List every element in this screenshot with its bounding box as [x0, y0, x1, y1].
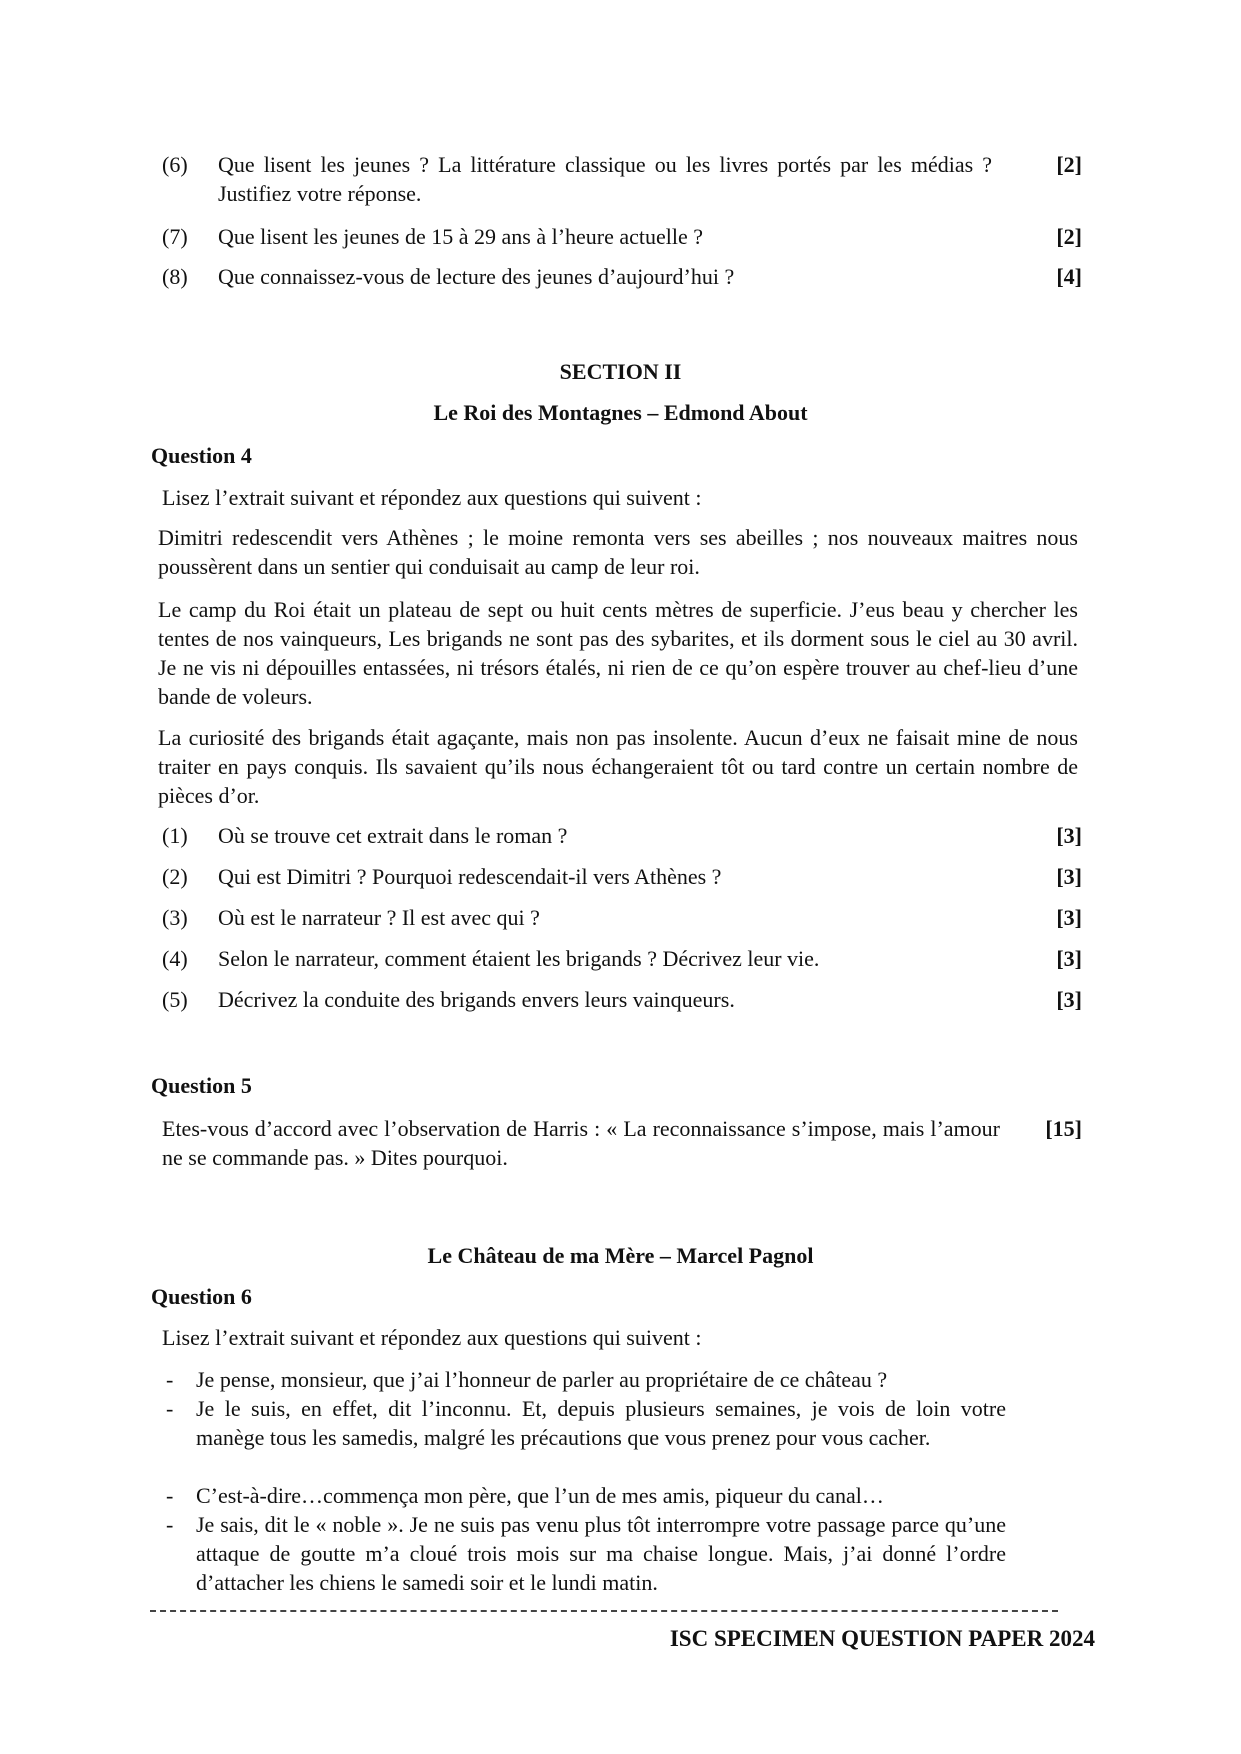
question-text: Décrivez la conduite des brigands envers leurs vainqueurs.: [218, 987, 735, 1012]
footer-divider: [150, 1610, 1058, 1612]
dialogue-dash: -: [166, 1512, 174, 1537]
question-heading: Question 6: [151, 1284, 252, 1309]
extract-paragraph: Le camp du Roi était un plateau de sept ou huit cents mètres de superficie. J’eus beau y chercher les tentes de nos vainqueurs, Les brigands ne sont pas des sybarites, et ils dorment sous le ciel au 30 avril. Je ne vis ni dépouilles entassées, ni trésors étalés, ni rien de ce qu’on espère trouver au chef-lieu d’une bande de voleurs.: [158, 597, 1078, 709]
dialogue-dash: -: [166, 1367, 174, 1392]
book-title: Le Château de ma Mère – Marcel Pagnol: [427, 1243, 814, 1268]
question-number: (3): [162, 905, 188, 930]
question-marks: [2]: [1056, 152, 1082, 177]
question-marks: [3]: [1056, 987, 1082, 1012]
question-text: Que lisent les jeunes de 15 à 29 ans à l’heure actuelle ?: [218, 224, 704, 249]
book-title: Le Roi des Montagnes – Edmond About: [433, 400, 808, 425]
question-text: Etes-vous d’accord avec l’observation de Harris : « La reconnaissance s’impose, mais l’amour ne se commande pas. » Dites pourquoi.: [162, 1116, 1000, 1170]
question-marks: [3]: [1056, 905, 1082, 930]
question-marks: [4]: [1056, 264, 1082, 289]
question-number: (8): [162, 264, 188, 289]
question-marks: [3]: [1056, 864, 1082, 889]
dialogue-text: Je le suis, en effet, dit l’inconnu. Et, depuis plusieurs semaines, je vois de loin votre manège tous les samedis, malgré les précautions que vous prenez pour vous cacher.: [196, 1396, 1006, 1450]
extract-paragraph: La curiosité des brigands était agaçante, mais non pas insolente. Aucun d’eux ne faisait mine de nous traiter en pays conquis. Ils savaient qu’ils nous échangeraient tôt ou tard contre un certain nombre de pièces d’or.: [158, 725, 1078, 808]
dialogue-dash: -: [166, 1483, 174, 1508]
dialogue-text: Je sais, dit le « noble ». Je ne suis pas venu plus tôt interrompre votre passage parce qu’une attaque de goutte m’a cloué trois mois sur ma chaise longue. Mais, j’ai donné l’ordre d’attacher les chiens le samedi soir et le lundi matin.: [196, 1512, 1006, 1595]
instruction: Lisez l’extrait suivant et répondez aux questions qui suivent :: [162, 485, 702, 510]
question-marks: [3]: [1056, 823, 1082, 848]
question-item: [162, 150, 1082, 208]
question-text: Où se trouve cet extrait dans le roman ?: [218, 823, 568, 848]
dialogue-dash: -: [166, 1396, 174, 1421]
dialogue-text: C’est-à-dire…commença mon père, que l’un de mes amis, piqueur du canal…: [196, 1483, 884, 1508]
question-marks: [2]: [1056, 224, 1082, 249]
question-heading: Question 5: [151, 1073, 252, 1098]
instruction: Lisez l’extrait suivant et répondez aux questions qui suivent :: [162, 1325, 702, 1350]
question-marks: [15]: [1045, 1116, 1082, 1141]
question-number: (6): [162, 152, 188, 177]
question-heading: Question 4: [151, 443, 252, 468]
dialogue-text: Je pense, monsieur, que j’ai l’honneur de parler au propriétaire de ce château ?: [196, 1367, 888, 1392]
question-number: (2): [162, 864, 188, 889]
question-number: (1): [162, 823, 188, 848]
question-text: Qui est Dimitri ? Pourquoi redescendait-il vers Athènes ?: [218, 864, 722, 889]
question-number: (4): [162, 946, 188, 971]
question-text: Que lisent les jeunes ? La littérature classique ou les livres portés par les médias ? Justifiez votre réponse.: [218, 152, 992, 206]
question-text: Selon le narrateur, comment étaient les brigands ? Décrivez leur vie.: [218, 946, 820, 971]
question-text: Où est le narrateur ? Il est avec qui ?: [218, 905, 540, 930]
footer-title: ISC SPECIMEN QUESTION PAPER 2024: [669, 1626, 1095, 1651]
question-number: (7): [162, 224, 188, 249]
question-text: Que connaissez-vous de lecture des jeunes d’aujourd’hui ?: [218, 264, 735, 289]
question-number: (5): [162, 987, 188, 1012]
extract-paragraph: Dimitri redescendit vers Athènes ; le moine remonta vers ses abeilles ; nos nouveaux maitres nous poussèrent dans un sentier qui conduisait au camp de leur roi.: [158, 525, 1078, 579]
section-title: SECTION II: [559, 359, 682, 384]
question-marks: [3]: [1056, 946, 1082, 971]
